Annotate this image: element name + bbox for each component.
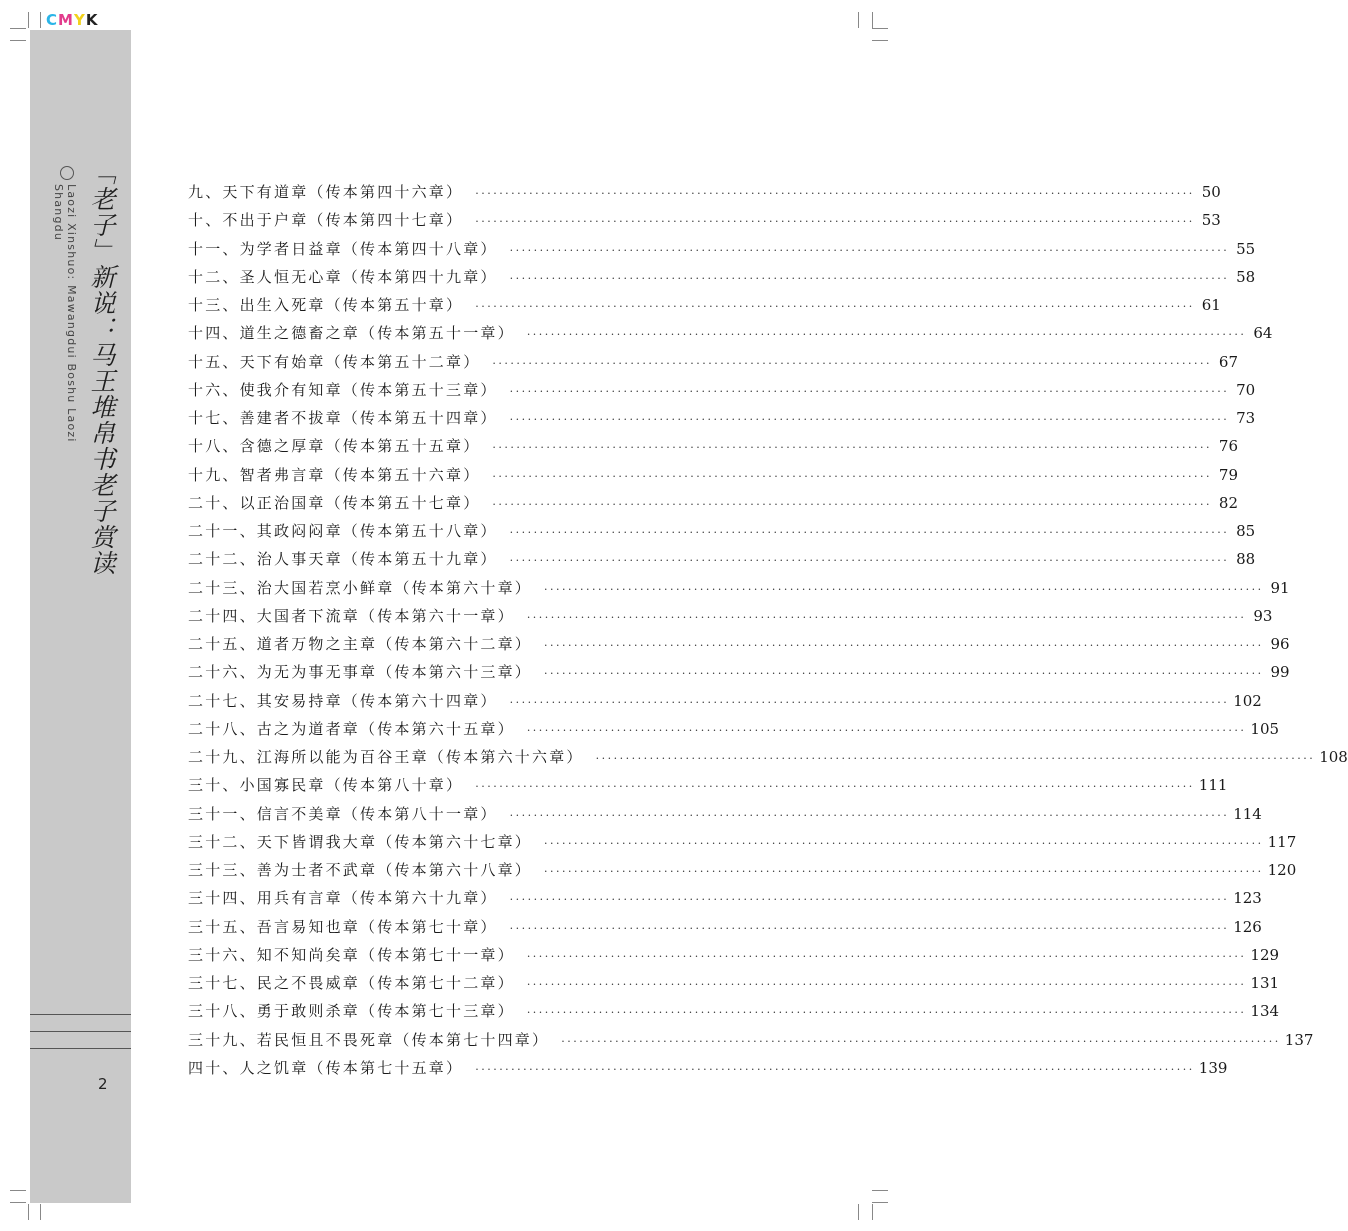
- toc-entry-title: 二十九、江海所以能为百谷王章（传本第六十六章）: [188, 748, 584, 766]
- toc-entry: [188, 376, 1256, 404]
- toc-leader-dots: ························································································································: [526, 328, 1247, 342]
- toc-entry-title: 三十三、善为士者不武章（传本第六十八章）: [188, 861, 533, 879]
- crop-mark: [858, 1204, 859, 1220]
- toc-entry-page: 111: [1198, 776, 1228, 795]
- toc-entry: [188, 489, 1238, 517]
- toc-entry-page: 117: [1267, 832, 1297, 851]
- cmyk-letter-c: C: [46, 11, 59, 29]
- toc-entry: [188, 574, 1290, 602]
- toc-leader-dots: ························································································································: [526, 1006, 1247, 1020]
- crop-mark: [872, 40, 888, 41]
- toc-entry-title: 四十、人之饥章（传本第七十五章）: [188, 1058, 464, 1077]
- toc-entry-page: 99: [1270, 663, 1290, 682]
- crop-mark: [10, 1190, 26, 1191]
- toc-entry-page: 129: [1250, 945, 1280, 964]
- book-subtitle: Laozi Xinshuo: Mawangdui Boshu Laozi Shangdu: [52, 184, 78, 443]
- crop-mark: [40, 1204, 41, 1220]
- toc-entry-page: 61: [1201, 296, 1221, 314]
- crop-mark: [40, 12, 41, 28]
- toc-leader-dots: ························································································································: [509, 526, 1230, 539]
- toc-entry: [188, 658, 1290, 686]
- toc-entry: [188, 432, 1238, 460]
- toc-entry-page: 88: [1236, 550, 1256, 569]
- sidebar-rule: [30, 1014, 131, 1015]
- toc-entry: [188, 263, 1256, 291]
- toc-entry-title: 十三、出生入死章（传本第五十章）: [188, 296, 464, 314]
- toc-leader-dots: ························································································································: [595, 752, 1316, 765]
- toc-entry-title: 十四、道生之德畜之章（传本第五十一章）: [188, 324, 515, 343]
- toc-entry-page: 91: [1270, 578, 1290, 597]
- toc-leader-dots: ························································································································: [475, 1062, 1195, 1076]
- toc-leader-dots: ························································································································: [475, 215, 1195, 229]
- toc-entry-title: 十一、为学者日益章（传本第四十八章）: [188, 239, 498, 258]
- toc-entry: [188, 997, 1280, 1025]
- toc-leader-dots: ························································································································: [509, 384, 1230, 398]
- toc-entry: [188, 913, 1262, 941]
- toc-entry-page: 120: [1267, 861, 1297, 879]
- toc-leader-dots: ························································································································: [475, 780, 1195, 794]
- toc-entry-page: 131: [1250, 974, 1280, 992]
- toc-entry-page: 102: [1233, 691, 1262, 710]
- toc-entry-page: 64: [1253, 324, 1273, 343]
- toc-leader-dots: ························································································································: [526, 949, 1247, 963]
- toc-entry: [188, 687, 1262, 715]
- toc-entry-title: 二十四、大国者下流章（传本第六十一章）: [188, 606, 515, 625]
- toc-leader-dots: ························································································································: [509, 554, 1230, 568]
- crop-mark: [28, 1204, 29, 1220]
- toc-leader-dots: ························································································································: [526, 610, 1247, 624]
- toc-entry: [188, 206, 1221, 234]
- toc-leader-dots: ························································································································: [544, 667, 1264, 681]
- toc-entry: [188, 715, 1280, 743]
- toc-entry-page: 67: [1218, 352, 1238, 371]
- toc-leader-dots: ························································································································: [475, 187, 1195, 200]
- toc-entry-title: 十二、圣人恒无心章（传本第四十九章）: [188, 267, 498, 286]
- toc-entry-page: 70: [1236, 380, 1256, 399]
- toc-entry-title: 十、不出于户章（传本第四十七章）: [188, 211, 464, 230]
- toc-entry: [188, 630, 1290, 658]
- toc-leader-dots: ························································································································: [509, 413, 1230, 426]
- toc-entry-page: 126: [1233, 917, 1262, 936]
- table-of-contents: [188, 178, 1348, 1082]
- toc-entry-title: 二十、以正治国章（传本第五十七章）: [188, 493, 481, 512]
- toc-entry-title: 二十六、为无为事无事章（传本第六十三章）: [188, 663, 533, 682]
- toc-entry-page: 79: [1218, 465, 1238, 484]
- toc-entry: [188, 517, 1256, 545]
- toc-entry-title: 十七、善建者不拔章（传本第五十四章）: [188, 409, 498, 427]
- toc-entry: [188, 856, 1297, 884]
- crop-mark: [858, 12, 859, 28]
- toc-entry-title: 三十八、勇于敢则杀章（传本第七十三章）: [188, 1002, 515, 1021]
- toc-entry-title: 十六、使我介有知章（传本第五十三章）: [188, 380, 498, 399]
- toc-entry-title: 三十六、知不知尚矣章（传本第七十一章）: [188, 945, 515, 964]
- toc-leader-dots: ························································································································: [492, 356, 1212, 370]
- toc-leader-dots: ························································································································: [544, 582, 1264, 596]
- toc-entry: [188, 1026, 1314, 1054]
- toc-leader-dots: ························································································································: [475, 300, 1195, 313]
- toc-entry-page: 58: [1236, 267, 1256, 286]
- toc-entry: [188, 1054, 1228, 1082]
- toc-entry-title: 九、天下有道章（传本第四十六章）: [188, 183, 464, 201]
- toc-entry: [188, 291, 1221, 319]
- toc-entry-title: 十八、含德之厚章（传本第五十五章）: [188, 437, 481, 456]
- toc-entry-title: 三十四、用兵有言章（传本第六十九章）: [188, 889, 498, 908]
- toc-entry-page: 96: [1270, 635, 1290, 653]
- toc-leader-dots: ························································································································: [526, 978, 1247, 991]
- circle-ornament-icon: [60, 166, 74, 180]
- toc-leader-dots: ························································································································: [509, 271, 1230, 285]
- toc-entry-page: 108: [1319, 748, 1348, 766]
- toc-entry-title: 三十一、信言不美章（传本第八十一章）: [188, 804, 498, 823]
- toc-entry: [188, 348, 1238, 376]
- toc-entry-title: 二十七、其安易持章（传本第六十四章）: [188, 691, 498, 710]
- sidebar-rule: [30, 1048, 131, 1049]
- crop-mark: [10, 1202, 26, 1203]
- toc-entry-title: 二十三、治大国若烹小鲜章（传本第六十章）: [188, 578, 533, 597]
- toc-entry: [188, 461, 1238, 489]
- toc-entry-page: 53: [1201, 211, 1221, 230]
- toc-leader-dots: ························································································································: [544, 639, 1264, 652]
- toc-entry: [188, 743, 1348, 771]
- toc-leader-dots: ························································································································: [509, 921, 1230, 935]
- toc-entry-title: 三十九、若民恒且不畏死章（传本第七十四章）: [188, 1030, 550, 1049]
- toc-leader-dots: ························································································································: [561, 1034, 1281, 1048]
- toc-entry-page: 93: [1253, 606, 1273, 625]
- toc-entry-title: 十九、智者弗言章（传本第五十六章）: [188, 465, 481, 484]
- toc-entry-page: 76: [1218, 437, 1238, 456]
- toc-leader-dots: ························································································································: [492, 469, 1212, 483]
- toc-leader-dots: ························································································································: [492, 441, 1212, 455]
- toc-entry: [188, 178, 1221, 206]
- toc-entry-page: 137: [1284, 1030, 1314, 1049]
- toc-leader-dots: ························································································································: [509, 808, 1230, 822]
- toc-leader-dots: ························································································································: [509, 893, 1230, 907]
- toc-entry: [188, 828, 1297, 856]
- toc-entry: [188, 771, 1228, 799]
- toc-leader-dots: ························································································································: [492, 497, 1212, 511]
- toc-entry-page: 134: [1250, 1002, 1280, 1021]
- toc-leader-dots: ························································································································: [509, 243, 1230, 257]
- toc-entry-title: 三十五、吾言易知也章（传本第七十章）: [188, 917, 498, 936]
- toc-leader-dots: ························································································································: [544, 865, 1264, 878]
- crop-mark: [28, 12, 29, 28]
- toc-entry-page: 85: [1236, 522, 1256, 540]
- toc-leader-dots: ························································································································: [544, 836, 1264, 850]
- toc-entry: [188, 319, 1273, 347]
- toc-entry-page: 73: [1236, 409, 1256, 427]
- cmyk-color-marks: [46, 11, 98, 29]
- toc-leader-dots: ························································································································: [526, 723, 1247, 737]
- toc-entry-page: 82: [1218, 493, 1238, 512]
- crop-mark: [872, 1190, 888, 1191]
- toc-entry-title: 三十七、民之不畏威章（传本第七十二章）: [188, 974, 515, 992]
- cmyk-letter-k: K: [85, 11, 99, 29]
- toc-entry: [188, 545, 1256, 573]
- crop-mark: [872, 1202, 888, 1203]
- toc-entry-title: 二十五、道者万物之主章（传本第六十二章）: [188, 635, 533, 653]
- book-title: 「老子」新说：马王堆帛书老子赏读: [87, 160, 116, 576]
- toc-entry-title: 二十二、治人事天章（传本第五十九章）: [188, 550, 498, 569]
- toc-entry: [188, 404, 1256, 432]
- toc-entry-page: 50: [1201, 183, 1221, 201]
- crop-mark: [10, 28, 26, 29]
- toc-entry-page: 105: [1250, 719, 1280, 738]
- toc-leader-dots: ························································································································: [509, 695, 1230, 709]
- toc-entry-title: 二十八、古之为道者章（传本第六十五章）: [188, 719, 515, 738]
- toc-entry-page: 139: [1198, 1058, 1228, 1077]
- sidebar-rule: [30, 1031, 131, 1032]
- crop-mark: [872, 12, 873, 28]
- toc-entry-title: 十五、天下有始章（传本第五十二章）: [188, 352, 481, 371]
- crop-mark: [10, 40, 26, 41]
- toc-entry: [188, 800, 1262, 828]
- cmyk-letter-y: Y: [73, 11, 86, 29]
- toc-entry-page: 123: [1233, 889, 1262, 908]
- crop-mark: [872, 1204, 873, 1220]
- toc-entry: [188, 235, 1256, 263]
- toc-entry-title: 三十、小国寡民章（传本第八十章）: [188, 776, 464, 795]
- cmyk-letter-m: M: [58, 11, 74, 29]
- toc-entry: [188, 941, 1280, 969]
- toc-entry-title: 三十二、天下皆谓我大章（传本第六十七章）: [188, 832, 533, 851]
- toc-entry-page: 55: [1236, 239, 1256, 258]
- toc-entry-title: 二十一、其政闷闷章（传本第五十八章）: [188, 522, 498, 540]
- crop-mark: [872, 28, 888, 29]
- page-number: 2: [98, 1075, 108, 1093]
- toc-entry: [188, 602, 1273, 630]
- toc-entry: [188, 969, 1280, 997]
- toc-entry: [188, 884, 1262, 912]
- toc-entry-page: 114: [1233, 804, 1262, 823]
